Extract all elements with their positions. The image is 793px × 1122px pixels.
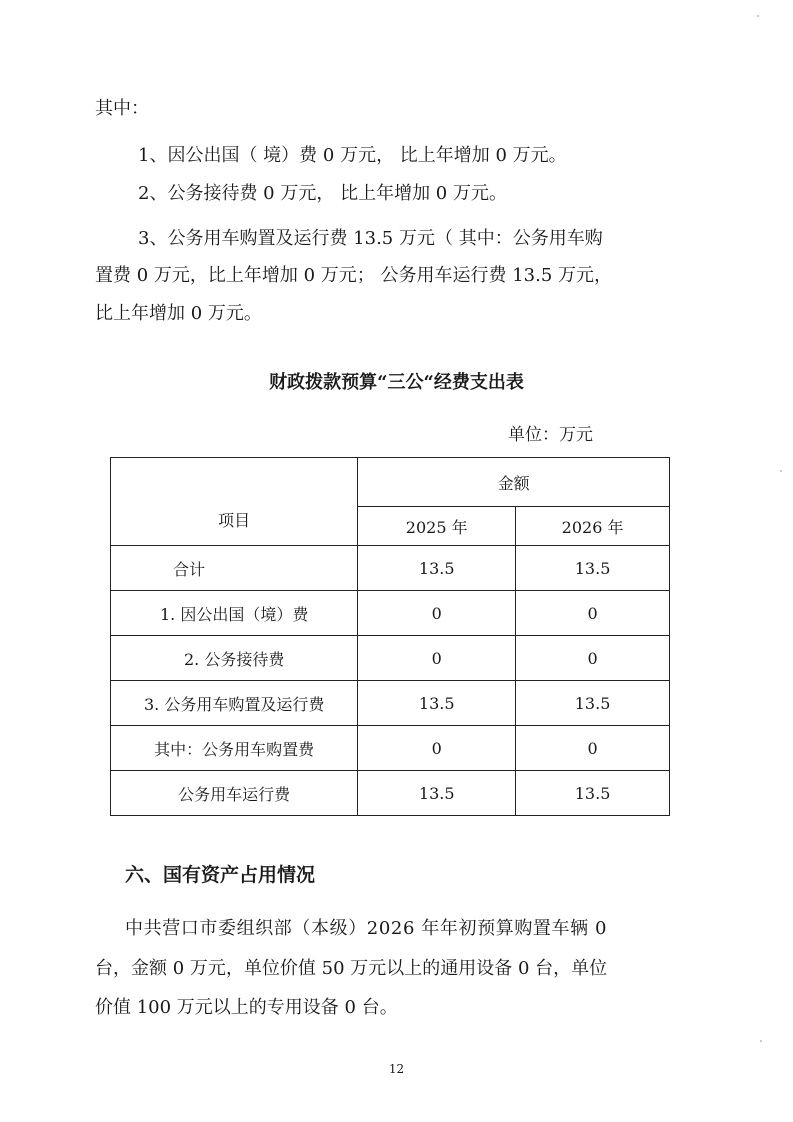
row-label: 3. 公务用车购置及运行费 [111, 681, 358, 726]
row-value-2025: 0 [358, 591, 516, 636]
row-value-2026: 13.5 [516, 546, 670, 591]
scan-speck [757, 15, 759, 17]
header-amount: 金额 [358, 458, 670, 507]
section-heading: 六、国有资产占用情况 [125, 864, 316, 886]
section-paragraph-line3: 价值 100 万元以上的专用设备 0 台。 [95, 997, 398, 1018]
table-row [111, 726, 670, 771]
row-value-2025: 13.5 [358, 681, 516, 726]
row-label: 其中：公务用车购置费 [111, 726, 358, 771]
row-label: 合计 [111, 546, 358, 591]
header-project: 项目 [111, 458, 358, 546]
row-value-2026: 0 [516, 591, 670, 636]
three-public-expenses-table [110, 457, 670, 816]
table-row [111, 681, 670, 726]
table-row [111, 636, 670, 681]
row-value-2026: 13.5 [516, 771, 670, 816]
item-vehicle-line3: 比上年增加 0 万元。 [95, 303, 262, 324]
row-label: 1. 因公出国（境）费 [111, 591, 358, 636]
table-title: 财政拨款预算“三公“经费支出表 [269, 372, 524, 393]
header-2026: 2026 年 [516, 507, 670, 546]
row-value-2025: 13.5 [358, 771, 516, 816]
row-value-2025: 0 [358, 636, 516, 681]
qizhong-label: 其中： [95, 98, 149, 119]
item-overseas-travel: 1、因公出国（ 境）费 0 万元， 比上年增加 0 万元。 [138, 145, 567, 166]
row-value-2025: 0 [358, 726, 516, 771]
table-row [111, 591, 670, 636]
scan-speck [780, 470, 782, 472]
table-row [111, 771, 670, 816]
page-number: 12 [388, 1062, 405, 1076]
row-value-2026: 0 [516, 636, 670, 681]
item-reception: 2、公务接待费 0 万元， 比上年增加 0 万元。 [138, 183, 507, 204]
section-paragraph-line2: 台，金额 0 万元，单位价值 50 万元以上的通用设备 0 台，单位 [95, 958, 608, 979]
row-value-2026: 0 [516, 726, 670, 771]
section-paragraph-line1: 中共营口市委组织部（本级）2026 年年初预算购置车辆 0 [125, 918, 608, 939]
item-vehicle-line1: 3、公务用车购置及运行费 13.5 万元（ 其中：公务用车购 [138, 228, 603, 249]
table-unit: 单位：万元 [508, 425, 593, 445]
row-value-2025: 13.5 [358, 546, 516, 591]
header-2025: 2025 年 [358, 507, 516, 546]
row-value-2026: 13.5 [516, 681, 670, 726]
table-row [111, 546, 670, 591]
scan-speck [760, 1040, 762, 1042]
item-vehicle-line2: 置费 0 万元，比上年增加 0 万元； 公务用车运行费 13.5 万元， [95, 265, 613, 286]
row-label: 公务用车运行费 [111, 771, 358, 816]
table-header-row [111, 458, 670, 507]
row-label: 2. 公务接待费 [111, 636, 358, 681]
